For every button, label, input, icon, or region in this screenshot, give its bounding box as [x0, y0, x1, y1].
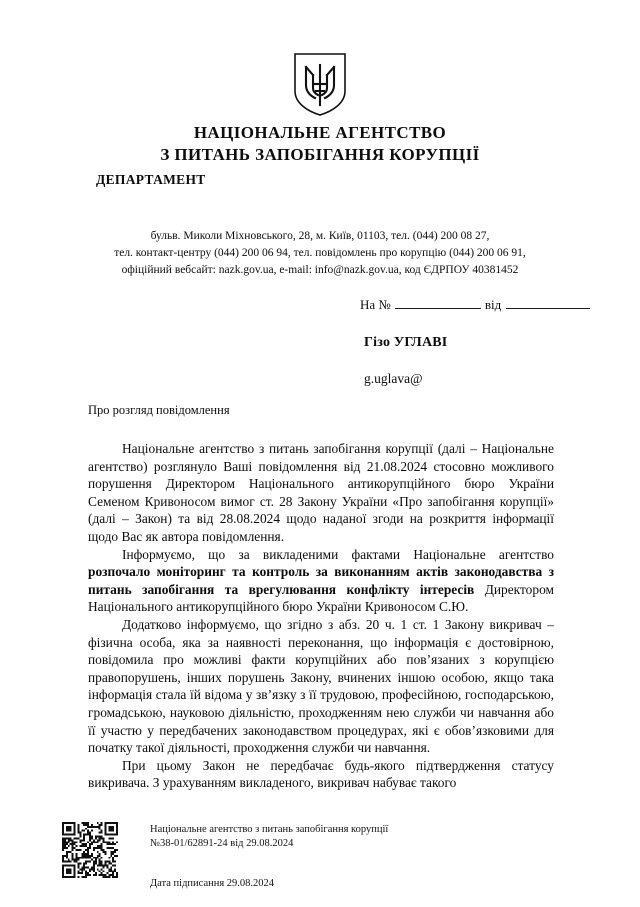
- emblem-container: [0, 50, 640, 118]
- para-4: [88, 757, 554, 792]
- address-line-1: бульв. Миколи Міхновського, 28, м. Київ, 01103, тел. (044) 200 08 27,: [150, 230, 490, 242]
- addressee-email: g.uglava@: [364, 371, 423, 386]
- text-run: Інформуємо, що за викладеними фактами Національне агентство: [122, 546, 554, 562]
- address-line-3: офіційний вебсайт: nazk.gov.ua, e-mail: info@nazk.gov.ua, код ЄДРПОУ 40381452: [121, 264, 519, 276]
- text-run: При цьому Закон не передбачає будь-якого підтвердження статусу викривача. З урахуванням викладеного, викривач набуває такого: [88, 757, 554, 791]
- text-run: Директором Національного антикорупційного бюро України Кривоносом С.Ю.: [88, 581, 554, 615]
- ukraine-trident-emblem: [289, 50, 351, 118]
- addressee-name: Гізо УГЛАВІ: [364, 335, 448, 350]
- footer-registration-number: №38-01/62891-24 від 29.08.2024: [150, 838, 294, 849]
- qr-code: [62, 822, 118, 878]
- letterhead: [0, 122, 640, 166]
- reference-prefix: На №: [360, 297, 391, 312]
- reference-middle: від: [484, 297, 502, 312]
- reference-line: [360, 297, 590, 313]
- para-2: [88, 546, 554, 616]
- footer-signing-date: Дата підписання 29.08.2024: [150, 878, 275, 889]
- footer-registration-block: [150, 823, 388, 851]
- letterhead-line-2: З ПИТАНЬ ЗАПОБІГАННЯ КОРУПЦІЇ: [160, 145, 480, 164]
- footer-organization: Національне агентство з питань запобігання корупції: [150, 824, 389, 835]
- reference-number-blank[interactable]: [395, 297, 481, 309]
- address-line-2: тел. контакт-центру (044) 200 06 94, тел. повідомлень про корупцію (044) 200 06 91,: [114, 247, 526, 259]
- document-body: [88, 440, 554, 792]
- address-block: [0, 228, 640, 279]
- subject-line: Про розгляд повідомлення: [88, 403, 230, 417]
- emphasized-text-run: розпочало моніторинг та контроль за виконанням актів законодавства з питань запобігання та врегулювання конфлікту інтересів: [88, 564, 554, 597]
- text-run: Додатково інформуємо, що згідно з абз. 20 ч. 1 ст. 1 Закону викривач – фізична особа, яка за наявності переконання, що інформація є достовірною, повідомила про можливі факти корупційних або пов’язаних з корупцією правопорушень, інших порушень Закону, вчинених іншою особою, якщо така інформація стала їй відома у зв’язку з її трудовою, професійною, господарською, громадською, науковою діяльністю, проходженням нею служби чи навчання або її участю у передбачених законодавством процедурах, які є обов’язковими для початку такої діяльності, проходження служби чи навчання.: [88, 616, 554, 756]
- department-label: ДЕПАРТАМЕНТ: [96, 172, 206, 187]
- para-1: [88, 440, 554, 546]
- text-run: Національне агентство з питань запобігання корупції (далі – Національне агентство) розглянуло Ваші повідомлення від 21.08.2024 стосовно можливого порушення Директором Національного антикорупційного бюро України Семеном Кривоносом вимог ст. 28 Закону України «Про запобігання корупції» (далі – Закон) та від 28.08.2024 щодо наданої згоди на розкриття інформації щодо Вас як автора повідомлення.: [88, 441, 554, 544]
- reference-date-blank[interactable]: [506, 297, 590, 309]
- para-3: [88, 616, 554, 757]
- letterhead-line-1: НАЦІОНАЛЬНЕ АГЕНТСТВО: [193, 123, 447, 142]
